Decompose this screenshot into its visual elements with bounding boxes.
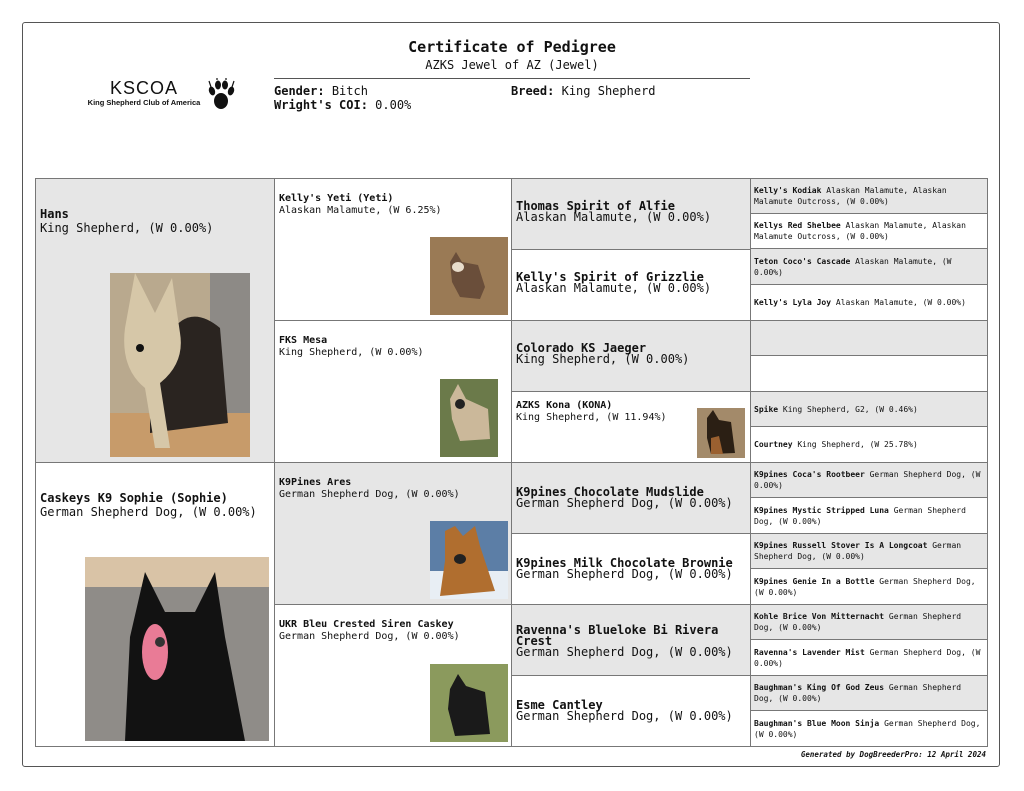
ancestor-breed: Alaskan Malamute, (W 0.00%) [754, 256, 952, 277]
photo-dark-shepherd [430, 664, 508, 742]
photo-black-tan-shepherd [697, 408, 745, 458]
ancestor-name: Kellys Red Shelbee [754, 221, 841, 230]
gen4-cell-4 [750, 284, 988, 321]
gen4-cell-11 [750, 533, 988, 569]
gen4-cell-3 [750, 248, 988, 285]
ancestor-breed: Alaskan Malamute, (W 6.25%) [279, 205, 442, 216]
ancestor-name: Kohle Brice Von Mitternacht [754, 612, 885, 621]
ancestor-name: Baughman's Blue Moon Sinja [754, 718, 880, 728]
gen4-cell-8 [750, 426, 988, 463]
gen4-cell-12 [750, 568, 988, 605]
ancestor-breed: Alaskan Malamute, (W 0.00%) [516, 210, 712, 224]
gen4-cell-16 [750, 710, 988, 747]
ancestor-name: Courtney [754, 440, 793, 449]
ancestor-name: K9pines Chocolate Mudslide [516, 485, 704, 499]
ancestor-name: Spike [754, 404, 779, 414]
ancestor-breed: German Shepherd Dog, (W 0.00%) [516, 567, 733, 581]
ancestor-breed: German Shepherd Dog, (W 0.00%) [754, 718, 981, 739]
ancestor-breed: German Shepherd Dog, (W 0.00%) [279, 631, 460, 642]
gen4-cell-13 [750, 604, 988, 640]
gen4-cell-15 [750, 675, 988, 711]
ancestor-name: Teton Coco's Cascade [754, 256, 851, 266]
ancestor-breed: German Shepherd Dog, (W 0.00%) [516, 496, 733, 510]
ancestor-breed: German Shepherd Dog, (W 0.00%) [754, 612, 962, 632]
ancestor-name: Kelly's Kodiak [754, 186, 822, 195]
ancestor-breed: German Shepherd Dog, (W 0.00%) [516, 645, 733, 659]
gen4-cell-14 [750, 639, 988, 676]
logo-text: KSCOA [109, 78, 179, 98]
ancestor-name: K9pines Mystic Stripped Luna [754, 505, 889, 515]
gen4-cell-10 [750, 497, 988, 534]
gender-value: Bitch [331, 84, 368, 98]
gen4-cell-7 [750, 391, 988, 427]
breed-label: Breed: [511, 84, 555, 98]
ancestor-name: K9Pines Ares [279, 477, 352, 488]
gen4-cell-5 [750, 320, 988, 356]
ancestor-name: Thomas Spirit of Alfie [516, 199, 675, 213]
ancestor-name: Kelly's Spirit of Grizzlie [516, 270, 704, 284]
photo-light-shepherd [440, 379, 498, 457]
ancestor-name: UKR Bleu Crested Siren Caskey [279, 619, 454, 630]
ancestor-breed: Alaskan Malamute, Alaskan Malamute Outcross, (W 0.00%) [754, 221, 966, 241]
gen3-cell-8 [511, 675, 751, 747]
ancestor-name: Kelly's Lyla Joy [754, 298, 832, 307]
photo-sable-shepherd [430, 521, 508, 599]
gen4-cell-9 [750, 462, 988, 498]
ancestor-breed: Alaskan Malamute, Alaskan Malamute Outcross, (W 0.00%) [754, 186, 947, 206]
dog-name-subtitle: AZKS Jewel of AZ (Jewel) [425, 58, 599, 72]
gen3-cell-5 [511, 462, 751, 534]
gen3-cell-2 [511, 249, 751, 321]
breed-value: King Shepherd [561, 84, 656, 98]
header-divider [274, 78, 750, 79]
gen4-cell-6 [750, 355, 988, 392]
gen3-cell-7 [511, 604, 751, 676]
gender-field [274, 84, 368, 98]
ancestor-breed: King Shepherd, (W 11.94%) [516, 412, 667, 423]
ancestor-name: Esme Cantley [516, 698, 603, 712]
ancestor-breed: King Shepherd, G2, (W 0.46%) [782, 404, 918, 414]
ancestor-breed: German Shepherd Dog, (W 0.00%) [516, 709, 733, 723]
ancestor-name: Ravenna's Blueloke Bi Rivera Crest [516, 623, 719, 648]
gen4-cell-2 [750, 213, 988, 249]
ancestor-breed: German Shepherd Dog, (W 0.00%) [754, 647, 981, 668]
ancestor-name: Caskeys K9 Sophie (Sophie) [40, 491, 228, 505]
ancestor-name: Hans [40, 207, 69, 221]
ancestor-breed: King Shepherd, (W 0.00%) [279, 347, 424, 358]
ancestor-name: AZKS Kona (KONA) [516, 400, 613, 411]
breed-field [511, 84, 656, 98]
generated-footer: Generated by DogBreederPro: 12 April 2024 [800, 750, 986, 759]
gender-label: Gender: [274, 84, 325, 98]
ancestor-name: Colorado KS Jaeger [516, 341, 647, 355]
photo-black-longcoat-shepherd [85, 557, 269, 741]
ancestor-breed: King Shepherd, (W 25.78%) [797, 440, 918, 449]
gen3-cell-6 [511, 533, 751, 605]
coi-label: Wright's COI: [274, 98, 368, 112]
gen3-cell-3 [511, 320, 751, 392]
logo-subtitle: King Shepherd Club of America [87, 98, 201, 107]
ancestor-breed: King Shepherd, (W 0.00%) [516, 352, 690, 366]
ancestor-breed: German Shepherd Dog, (W 0.00%) [279, 489, 460, 500]
ancestor-breed: German Shepherd Dog, (W 0.00%) [754, 683, 962, 703]
ancestor-breed: German Shepherd Dog, (W 0.00%) [754, 505, 966, 526]
ancestor-name: Kelly's Yeti (Yeti) [279, 193, 394, 204]
ancestor-name: K9pines Russell Stover Is A Longcoat [754, 541, 928, 550]
gen3-cell-1 [511, 178, 751, 250]
gen4-cell-1 [750, 178, 988, 214]
ancestor-breed: King Shepherd, (W 0.00%) [40, 221, 214, 235]
kscoa-logo [84, 78, 234, 118]
coi-field [274, 98, 411, 112]
paw-icon [206, 78, 236, 112]
photo-malamute [430, 237, 508, 315]
ancestor-name: Baughman's King Of God Zeus [754, 683, 885, 692]
ancestor-name: K9pines Coca's Rootbeer [754, 470, 865, 479]
ancestor-name: FKS Mesa [279, 335, 328, 346]
ancestor-breed: German Shepherd Dog, (W 0.00%) [754, 541, 962, 561]
ancestor-name: Ravenna's Lavender Mist [754, 647, 865, 657]
ancestor-breed: Alaskan Malamute, (W 0.00%) [516, 281, 712, 295]
photo-tan-black-shepherd [110, 273, 250, 457]
ancestor-breed: German Shepherd Dog, (W 0.00%) [40, 505, 257, 519]
ancestor-name: K9pines Genie In a Bottle [754, 576, 875, 586]
ancestor-breed: German Shepherd Dog, (W 0.00%) [754, 470, 981, 490]
ancestor-breed: Alaskan Malamute, (W 0.00%) [835, 298, 966, 307]
ancestor-name: K9pines Milk Chocolate Brownie [516, 556, 733, 570]
coi-value: 0.00% [375, 98, 412, 112]
ancestor-breed: German Shepherd Dog, (W 0.00%) [754, 576, 976, 597]
certificate-title: Certificate of Pedigree [408, 38, 616, 56]
